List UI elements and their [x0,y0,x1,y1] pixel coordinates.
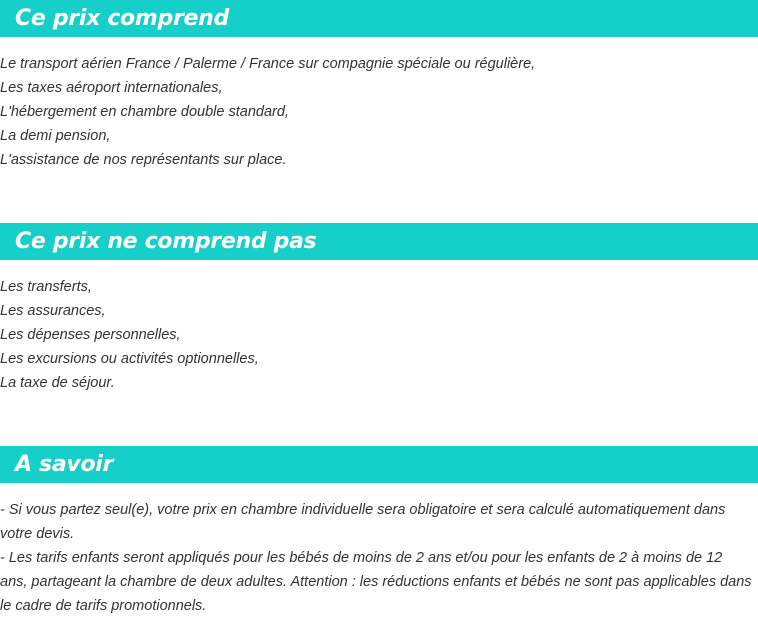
section-not-included [0,223,758,395]
section-title: Ce prix comprend [15,6,229,31]
list-item: La demi pension, [0,128,111,144]
list-item: Les excursions ou activités optionnelles, [0,351,259,367]
list-item: Les transferts, [0,279,92,295]
section-header-not-included [0,223,758,260]
list-item: L'assistance de nos représentants sur place. [0,152,287,168]
list-item: Les dépenses personnelles, [0,327,181,343]
list-item: L'hébergement en chambre double standard, [0,104,289,120]
section-header-to-know [0,446,758,483]
list-item: Les taxes aéroport internationales, [0,80,223,96]
info-paragraph: - Les tarifs enfants seront appliqués pour les bébés de moins de 2 ans et/ou pour les enfants de 2 à moins de 12 ans, partageant la chambre de deux adultes. Attention : les réductions enfants et bébés ne sont pas applicables dans le cadre de tarifs promotionnels. [0,550,752,614]
section-title: Ce prix ne comprend pas [15,229,317,254]
section-included [0,0,758,172]
section-header-included [0,0,758,37]
not-included-list [0,275,758,395]
list-item: Les assurances, [0,303,106,319]
list-item: La taxe de séjour. [0,375,115,391]
info-paragraph: - Si vous partez seul(e), votre prix en chambre individuelle sera obligatoire et sera calculé automatiquement dans votre devis. [0,502,726,542]
included-list [0,52,758,172]
section-to-know [0,446,758,618]
to-know-body [0,498,758,618]
section-title: A savoir [15,452,114,477]
list-item: Le transport aérien France / Palerme / France sur compagnie spéciale ou régulière, [0,56,536,72]
